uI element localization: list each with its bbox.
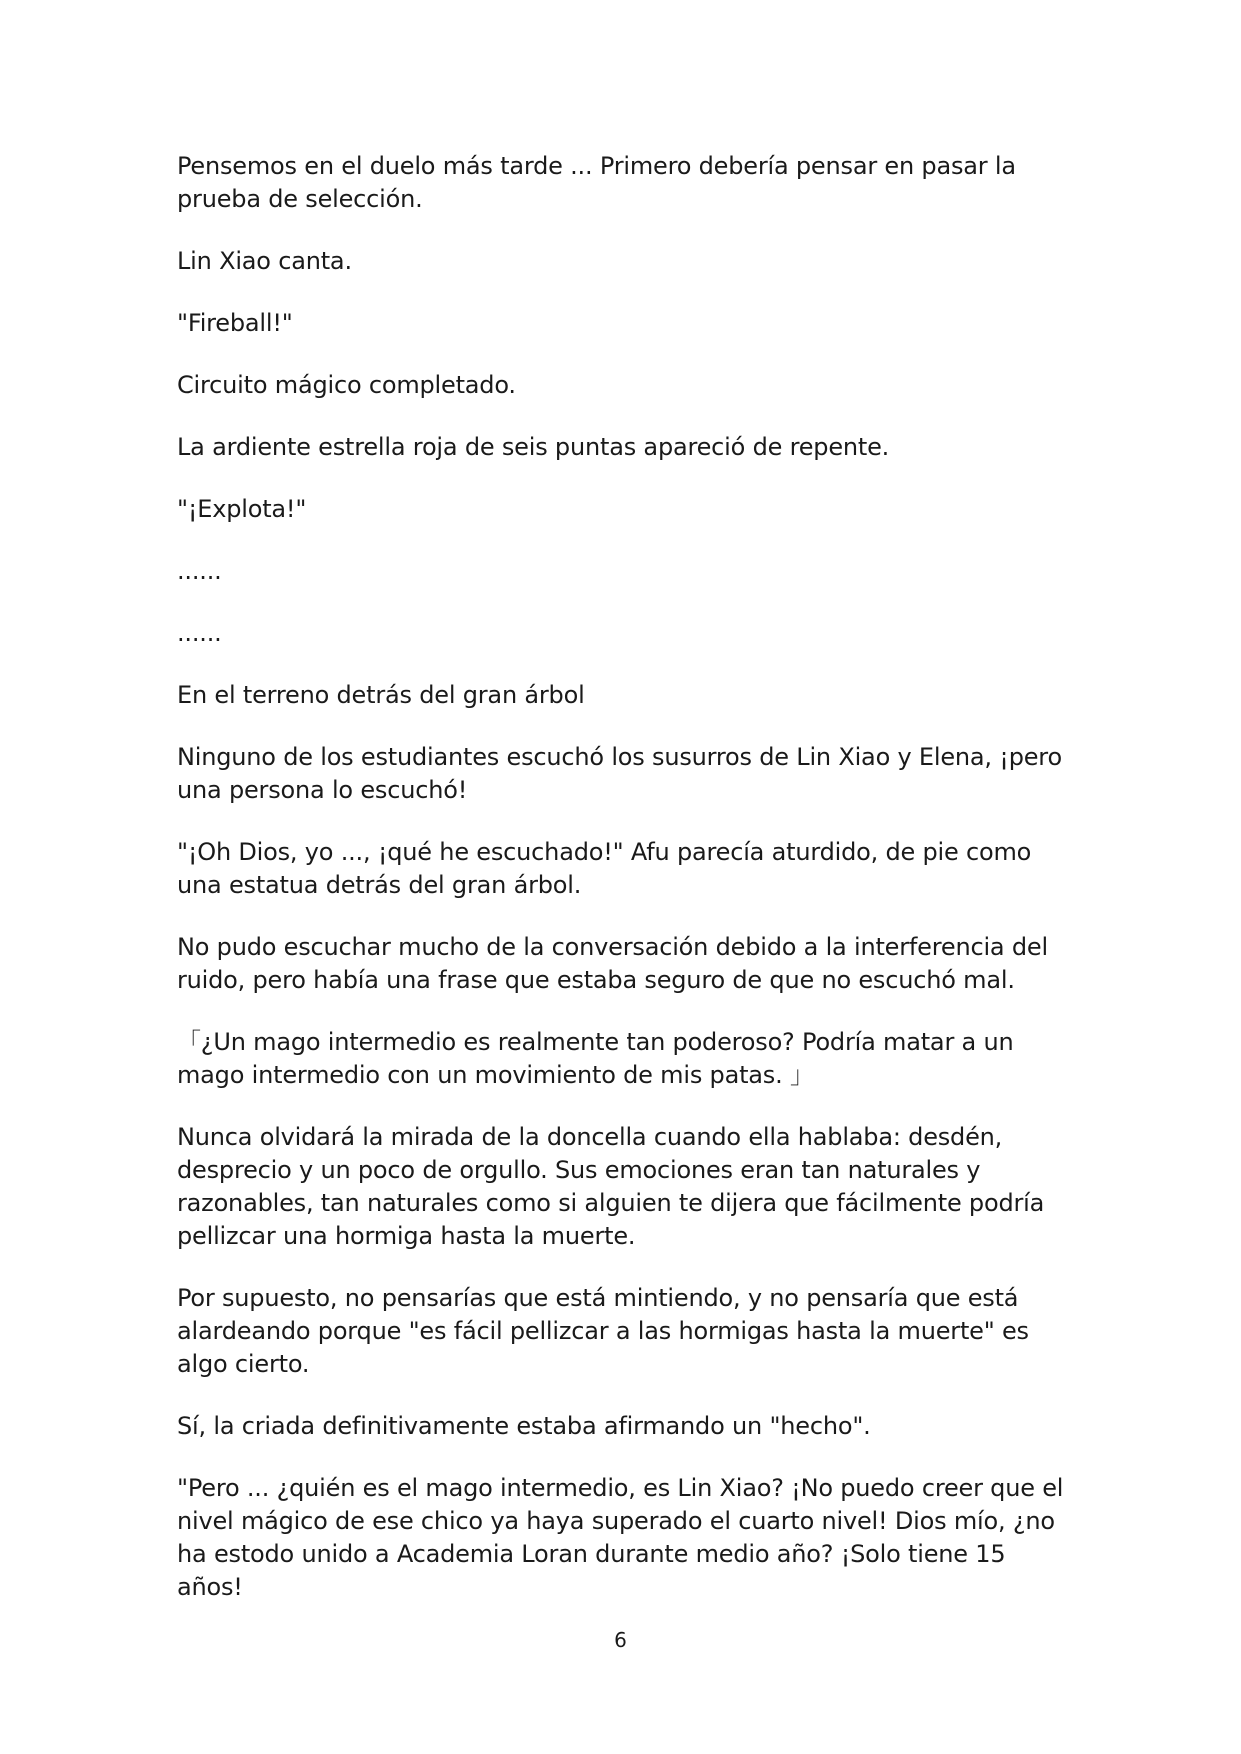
paragraph: Ninguno de los estudiantes escuchó los susurros de Lin Xiao y Elena, ¡pero una persona lo escuchó! (177, 743, 1062, 804)
paragraph: "Pero ... ¿quién es el mago intermedio, es Lin Xiao? ¡No puedo creer que el nivel mágico de ese chico ya haya superado el cuarto nivel! Dios mío, ¿no ha estodo unido a Academia Loran durante medio año? ¡Solo tiene 15 años! (177, 1474, 1064, 1601)
paragraph: "¡Explota!" (177, 495, 307, 523)
paragraph: Sí, la criada definitivamente estaba afirmando un "hecho". (177, 1412, 871, 1440)
paragraph: ...... (177, 619, 222, 647)
paragraph: 「¿Un mago intermedio es realmente tan poderoso? Podría matar a un mago intermedio con un movimiento de mis patas. 」 (177, 1028, 1014, 1089)
paragraph: "¡Oh Dios, yo ..., ¡qué he escuchado!" Afu parecía aturdido, de pie como una estatua detrás del gran árbol. (177, 838, 1032, 899)
paragraph: Nunca olvidará la mirada de la doncella cuando ella hablaba: desdén, desprecio y un poco de orgullo. Sus emociones eran tan naturales y razonables, tan naturales como si alguien te dijera que fácilmente podría pellizcar una hormiga hasta la muerte. (177, 1123, 1045, 1250)
paragraph: No pudo escuchar mucho de la conversación debido a la interferencia del ruido, pero había una frase que estaba seguro de que no escuchó mal. (177, 933, 1048, 994)
body-text (177, 150, 1072, 1633)
paragraph: La ardiente estrella roja de seis puntas apareció de repente. (177, 433, 890, 461)
paragraph: Por supuesto, no pensarías que está mintiendo, y no pensaría que está alardeando porque "es fácil pellizcar a las hormigas hasta la muerte" es algo cierto. (177, 1284, 1029, 1378)
paragraph: En el terreno detrás del gran árbol (177, 681, 585, 709)
page-number: 6 (614, 1628, 627, 1652)
paragraph: ...... (177, 557, 222, 585)
paragraph: Circuito mágico completado. (177, 371, 516, 399)
paragraph: "Fireball!" (177, 309, 293, 337)
paragraph: Lin Xiao canta. (177, 247, 352, 275)
paragraph: Pensemos en el duelo más tarde ... Primero debería pensar en pasar la prueba de selección. (177, 152, 1016, 213)
